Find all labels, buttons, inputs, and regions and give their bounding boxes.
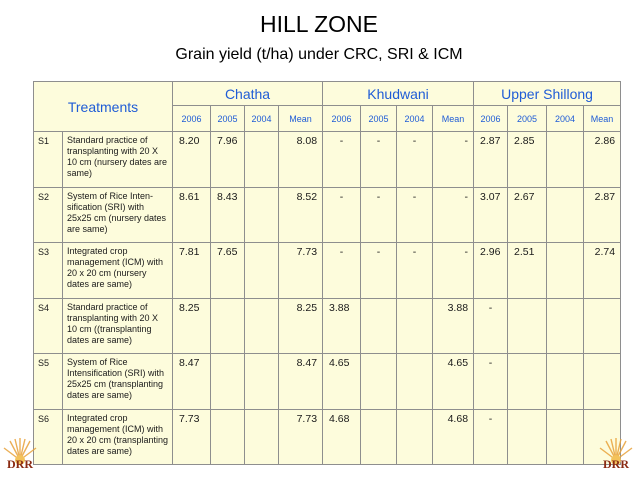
yield-cell: - [433,187,474,243]
yield-cell: 7.65 [211,243,245,299]
yield-cell: 2.74 [584,243,621,299]
yield-cell: 8.52 [279,187,323,243]
treatment-id: S4 [34,298,63,354]
yield-cell: 2.67 [508,187,547,243]
page-title: HILL ZONE [259,11,378,37]
year-header: 2006 [323,106,361,132]
yield-cell [547,187,584,243]
treatment-description: Integrated crop management (ICM) with 20 x 20 cm (nursery dates are same) [63,243,173,299]
yield-cell [361,354,397,410]
yield-cell [547,409,584,465]
yield-cell [245,132,279,188]
yield-cell: 2.86 [584,132,621,188]
location-header-khudwani: Khudwani [323,82,474,106]
yield-cell: 8.47 [173,354,211,410]
location-header-upper-shillong: Upper Shillong [474,82,621,106]
yield-cell [397,298,433,354]
yield-cell: - [397,243,433,299]
yield-cell: 7.73 [279,409,323,465]
yield-cell: 4.65 [433,354,474,410]
yield-cell: 7.96 [211,132,245,188]
mean-header: Mean [279,106,323,132]
table-row [34,354,621,410]
yield-cell [245,187,279,243]
treatment-id: S2 [34,187,63,243]
table-row [34,409,621,465]
yield-cell: - [323,243,361,299]
yield-cell [584,298,621,354]
year-header: 2005 [361,106,397,132]
year-header: 2005 [508,106,547,132]
yield-cell: - [474,354,508,410]
table-row [34,132,621,188]
yield-cell: 2.96 [474,243,508,299]
yield-cell [584,354,621,410]
yield-cell: 2.51 [508,243,547,299]
treatments-header: Treatments [34,82,173,132]
yield-cell [547,243,584,299]
yield-cell: 7.73 [173,409,211,465]
mean-header: Mean [433,106,474,132]
yield-cell: - [361,187,397,243]
treatment-id: S6 [34,409,63,465]
yield-cell [361,409,397,465]
yield-cell: 4.68 [433,409,474,465]
treatment-description: System of Rice Intensification (SRI) with 25x25 cm (transplanting dates are same) [63,354,173,410]
yield-cell: 4.68 [323,409,361,465]
yield-cell: - [361,243,397,299]
treatment-description: Integrated crop management (ICM) with 20 x 20 cm (transplanting dates are same) [63,409,173,465]
yield-cell: 8.61 [173,187,211,243]
logo-text: DRR [7,457,33,471]
treatment-id: S3 [34,243,63,299]
yield-cell [245,409,279,465]
yield-cell: 7.81 [173,243,211,299]
yield-cell: 2.87 [474,132,508,188]
yield-cell: - [323,187,361,243]
year-header: 2006 [173,106,211,132]
drr-logo [598,436,634,474]
year-header: 2005 [211,106,245,132]
yield-cell [245,243,279,299]
yield-cell [547,298,584,354]
yield-cell [211,298,245,354]
yield-cell [211,409,245,465]
location-header-chatha: Chatha [173,82,323,106]
yield-cell: 3.07 [474,187,508,243]
yield-cell: 2.87 [584,187,621,243]
year-header: 2004 [547,106,584,132]
table-row [34,187,621,243]
yield-cell: - [474,409,508,465]
yield-cell [211,354,245,410]
mean-header: Mean [584,106,621,132]
treatment-description: Standard practice of transplanting with 20 X 10 cm ((transplanting dates are same) [63,298,173,354]
yield-cell: 8.43 [211,187,245,243]
treatment-id: S5 [34,354,63,410]
yield-cell: - [474,298,508,354]
yield-cell [508,409,547,465]
yield-cell: - [397,187,433,243]
yield-cell [361,298,397,354]
year-header: 2004 [245,106,279,132]
grain-yield-table [33,81,621,465]
treatment-id: S1 [34,132,63,188]
yield-cell [547,132,584,188]
yield-cell: 3.88 [323,298,361,354]
yield-cell: - [397,132,433,188]
yield-cell [245,354,279,410]
yield-cell: 4.65 [323,354,361,410]
table-row [34,243,621,299]
page-subtitle: Grain yield (t/ha) under CRC, SRI & ICM [175,46,463,63]
yield-cell: - [433,132,474,188]
yield-cell: - [433,243,474,299]
drr-logo [2,436,38,474]
yield-cell [397,354,433,410]
yield-cell: 7.73 [279,243,323,299]
table-row [34,298,621,354]
yield-cell [508,354,547,410]
year-header: 2004 [397,106,433,132]
logo-text: DRR [603,457,629,471]
treatment-description: Standard practice of transplanting with 20 X 10 cm (nursery dates are same) [63,132,173,188]
year-header: 2006 [474,106,508,132]
yield-cell: 8.47 [279,354,323,410]
yield-cell: 8.08 [279,132,323,188]
yield-cell: 8.25 [173,298,211,354]
yield-cell: 3.88 [433,298,474,354]
treatment-description: System of Rice Inten-sification (SRI) with 25x25 cm (nursery dates are same) [63,187,173,243]
yield-cell [508,298,547,354]
yield-cell: - [323,132,361,188]
yield-cell: 8.25 [279,298,323,354]
yield-cell: 8.20 [173,132,211,188]
yield-cell: 2.85 [508,132,547,188]
yield-cell [397,409,433,465]
yield-cell [245,298,279,354]
yield-cell [547,354,584,410]
yield-cell: - [361,132,397,188]
